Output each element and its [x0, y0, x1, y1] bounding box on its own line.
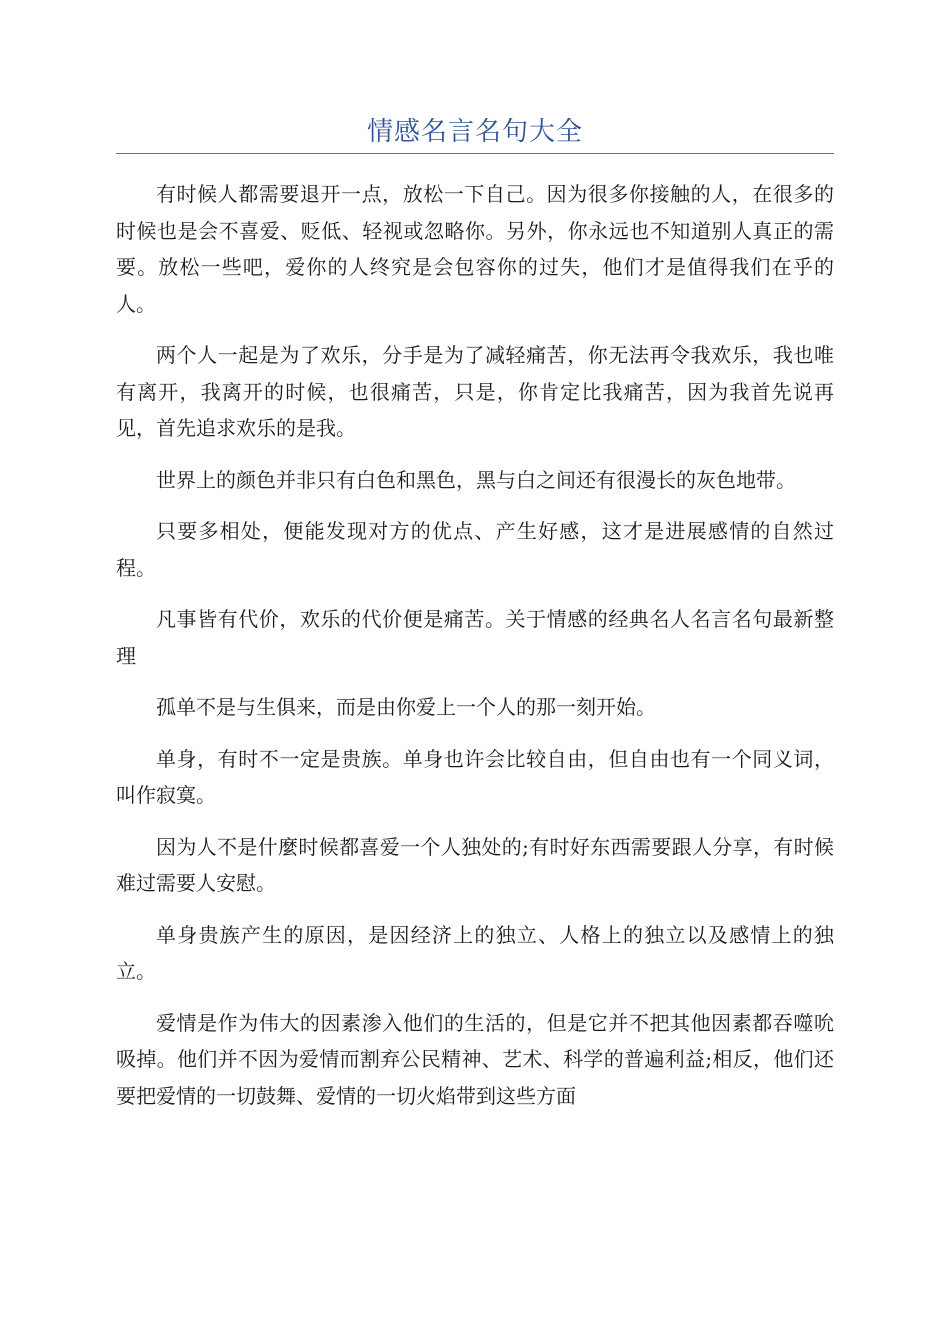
- paragraph: 爱情是作为伟大的因素渗入他们的生活的，但是它并不把其他因素都吞噬吮吸掉。他们并不因为爱情而割弃公民精神、艺术、科学的普遍利益;相反，他们还要把爱情的一切鼓舞、爱情的一切火焰带到这些方面: [116, 1010, 834, 1108]
- paragraph: 孤单不是与生俱来，而是由你爱上一个人的那一刻开始。: [156, 695, 656, 719]
- paragraph: 两个人一起是为了欢乐，分手是为了减轻痛苦，你无法再令我欢乐，我也唯有离开，我离开的时候，也很痛苦，只是，你肯定比我痛苦，因为我首先说再见，首先追求欢乐的是我。: [116, 343, 834, 440]
- paragraph: 只要多相处，便能发现对方的优点、产生好感，这才是进展感情的自然过程。: [116, 519, 834, 580]
- paragraph: 单身，有时不一定是贵族。单身也许会比较自由，但自由也有一个同义词，叫作寂寞。: [116, 746, 834, 807]
- title-underline: [116, 153, 834, 154]
- document-title: 情感名言名句大全: [366, 117, 583, 147]
- paragraph: 因为人不是什麼时候都喜爱一个人独处的;有时好东西需要跟人分享，有时候难过需要人安慰。: [116, 834, 834, 895]
- paragraph: 凡事皆有代价，欢乐的代价便是痛苦。关于情感的经典名人名言名句最新整理: [116, 607, 834, 668]
- document-body: [116, 176, 834, 1129]
- paragraph: 世界上的颜色并非只有白色和黑色，黑与白之间还有很漫长的灰色地带。: [156, 467, 796, 492]
- paragraph: 有时候人都需要退开一点，放松一下自己。因为很多你接触的人，在很多的时候也是会不喜爱、贬低、轻视或忽略你。另外，你永远也不知道别人真正的需要。放松一些吧，爱你的人终究是会包容你的过失，他们才是值得我们在乎的人。: [116, 182, 834, 316]
- paragraph: 单身贵族产生的原因，是因经济上的独立、人格上的独立以及感情上的独立。: [116, 922, 834, 983]
